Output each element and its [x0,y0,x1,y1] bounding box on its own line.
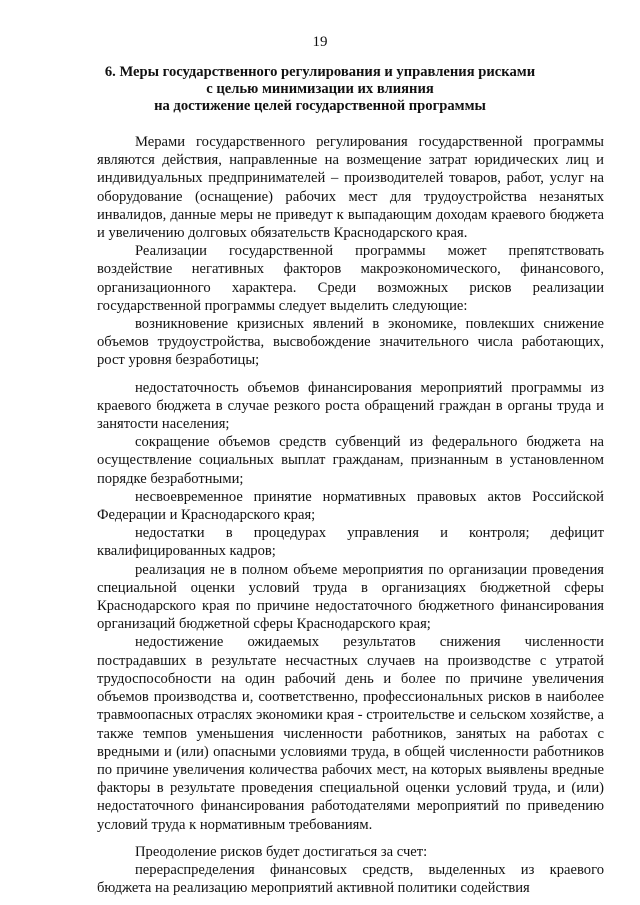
heading-line-2: с целью минимизации их влияния [206,81,434,97]
paragraph-risk-intro: Реализации государственной программы может препятствовать воздействие негативных факторов макроэкономического, финансового, организационного характера. Среди возможных рисков реализации государственной программы следует выделить следующие: [97,243,604,314]
page-number: 19 [312,34,328,50]
paragraph-risk-legal-acts: несвоевременное принятие нормативных правовых актов Российской Федерации и Краснодарского края; [97,488,604,524]
paragraph-risk-crisis: возникновение кризисных явлений в экономике, повлекших снижение объемов трудоустройства, высвобождение значительного числа работающих, рост уровня безработицы; [97,316,604,369]
paragraph-measures: Мерами государственного регулирования государственной программы являются действия, направленные на возмещение затрат юридических лиц и индивидуальных предпринимателей – производителей товаров, работ, услуг на оборудование (оснащение) рабочих мест для трудоустройства незанятых инвалидов, данные меры не приведут к выпадающим доходам краевого бюджета и увеличению долговых обязательств Краснодарского края. [97,134,604,242]
paragraph-risk-labor-assessment: реализация не в полном объеме мероприятия по организации проведения специальной оценки условий труда в организациях бюджетной сферы Краснодарского края по причине недостаточного бюджетного финансирования организаций бюджетной сферы Краснодарского края; [97,561,604,633]
heading-line-3: на достижение целей государственной программы [154,98,486,114]
paragraph-risk-accidents: недостижение ожидаемых результатов снижения численности пострадавших в результате несчастных случаев на производстве с утратой трудоспособности на один рабочий день и более по причине увеличения объемов производства и, соответственно, профессиональных рисков в наиболее травмоопасных отраслях экономики края - строительстве и сельском хозяйстве, а также темпов уменьшения численности работников, занятых на работах с вредными и (или) опасными условиями труда, в общей численности работников по причине увеличения количества рабочих мест, на которых выявлены вредные факторы в результате проведения специальной оценки условий труда, и (или) недостаточного финансирования работодателями мероприятий по приведению условий труда к нормативным требованиям. [97,634,604,833]
paragraph-risk-funding: недостаточность объемов финансирования мероприятий программы из краевого бюджета в случае резкого роста обращений граждан в органы труда и занятости населения; [97,379,604,433]
paragraph-mitigation-intro: Преодоление рисков будет достигаться за счет: [135,843,428,860]
paragraph-mitigation-redistribution: перераспределения финансовых средств, выделенных из краевого бюджета на реализацию мероприятий активной политики содействия [97,861,604,897]
section-heading [90,64,550,115]
paragraph-risk-subventions: сокращение объемов средств субвенций из федерального бюджета на осуществление социальных выплат гражданам, признанным в установленном порядке безработными; [97,434,604,487]
body-text [97,133,604,897]
paragraph-risk-management: недостатки в процедурах управления и контроля; дефицит квалифицированных кадров; [97,525,604,560]
heading-line-1: 6. Меры государственного регулирования и управления рисками [104,64,536,80]
